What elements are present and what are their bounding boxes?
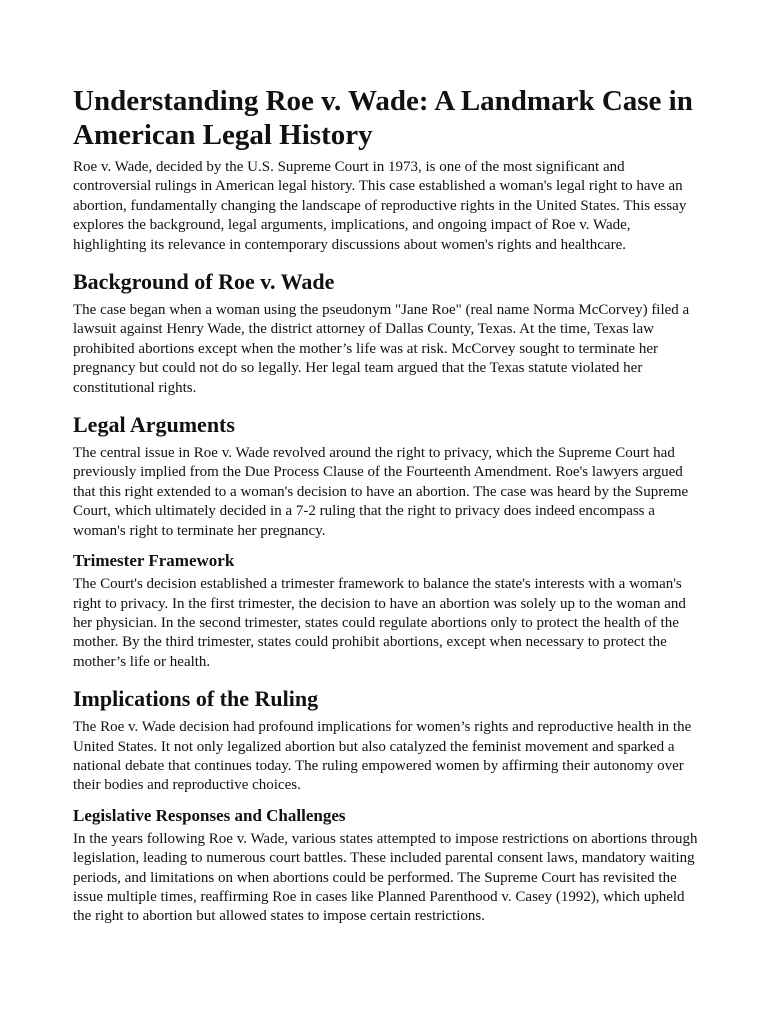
subsection-heading-trimester-framework: Trimester Framework — [73, 551, 235, 571]
section-paragraph-legal-arguments: The central issue in Roe v. Wade revolved around the right to privacy, which the Supreme Court had previously implied from the Due Process Clause of the Fourteenth Amendment. Roe's lawyers argued that this right extended to a woman's decision to have an abortion. The case was heard by the Supreme Court, which ultimately decided in a 7-2 ruling that the right to privacy does indeed encompass a woman's right to terminate her pregnancy. — [73, 445, 689, 539]
section-heading-implications: Implications of the Ruling — [73, 686, 319, 712]
section-heading-legal-arguments: Legal Arguments — [73, 412, 235, 438]
intro-paragraph: Roe v. Wade, decided by the U.S. Supreme Court in 1973, is one of the most significant and controversial rulings in American legal history. This case established a woman's legal right to have an abortion, fundamentally changing the landscape of reproductive rights in the United States. This essay explores the background, legal arguments, implications, and ongoing impact of Roe v. Wade, highlighting its relevance in contemporary discussions about women's rights and healthcare. — [73, 159, 687, 253]
subsection-paragraph-legislative-responses: In the years following Roe v. Wade, various states attempted to impose restrictions on abortions through legislation, leading to numerous court battles. These included parental consent laws, mandatory waiting periods, and limitations on when abortions could be performed. The Supreme Court has revisited the issue multiple times, reaffirming Roe in cases like Planned Parenthood v. Casey (1992), which upheld the right to abortion but allowed states to impose certain restrictions. — [73, 830, 698, 925]
section-heading-background: Background of Roe v. Wade — [73, 269, 335, 295]
subsection-heading-legislative-responses: Legislative Responses and Challenges — [73, 805, 346, 825]
section-paragraph-implications: The Roe v. Wade decision had profound implications for women’s rights and reproductive health in the United States. It not only legalized abortion but also catalyzed the feminist movement and sparked a national debate that continues today. The ruling empowered women by affirming their autonomy over their bodies and reproductive choices. — [73, 719, 692, 794]
document-title: Understanding Roe v. Wade: A Landmark Case in American Legal History — [73, 85, 693, 151]
subsection-paragraph-trimester-framework: The Court's decision established a trimester framework to balance the state's interests with a woman's right to privacy. In the first trimester, the decision to have an abortion was solely up to the woman and her physician. In the second trimester, states could regulate abortions only to protect the health of the mother. By the third trimester, states could prohibit abortions, except when necessary to protect the mother’s life or health. — [73, 576, 686, 670]
section-paragraph-background: The case began when a woman using the pseudonym "Jane Roe" (real name Norma McCorvey) filed a lawsuit against Henry Wade, the district attorney of Dallas County, Texas. At the time, Texas law prohibited abortions except when the mother’s life was at risk. McCorvey sought to terminate her pregnancy but could not do so legally. Her legal team argued that the Texas statute violated her constitutional rights. — [73, 302, 690, 396]
